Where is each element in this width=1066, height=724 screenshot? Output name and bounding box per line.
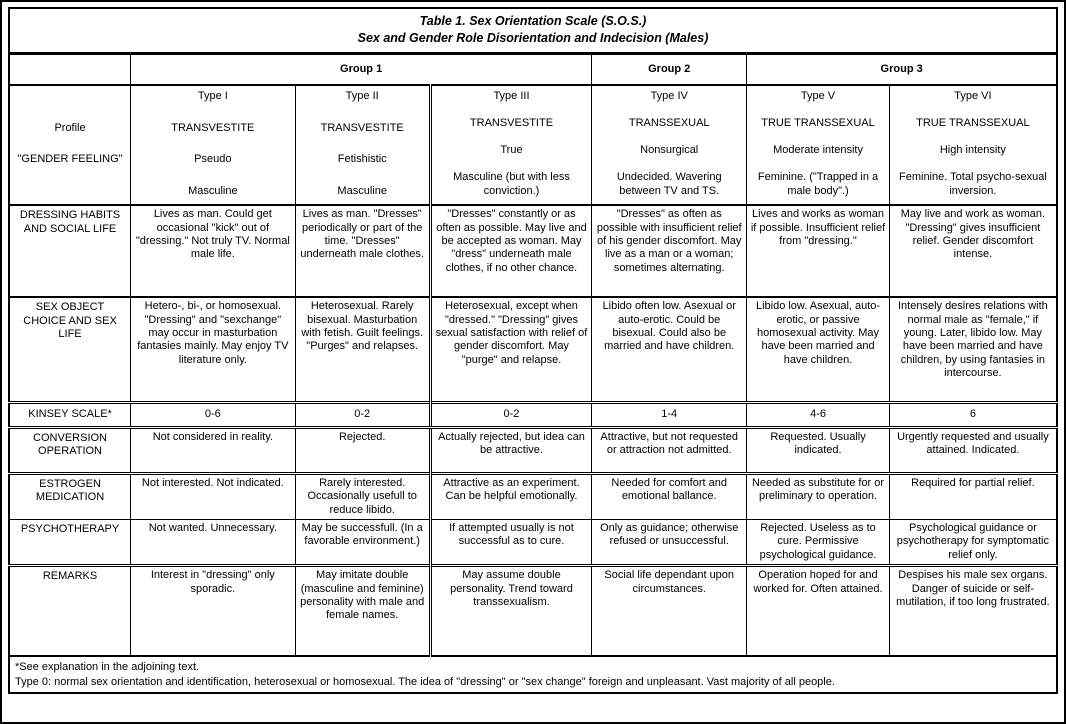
type-name: TRANSVESTITE: [469, 117, 554, 130]
cell: 4-6: [747, 402, 890, 427]
cell: Lives as man. Could get occasional "kick" out of "dressing." Not truly TV. Normal male life.: [131, 205, 296, 297]
row-remarks: [9, 566, 1057, 656]
type-subtype: Fetishistic: [337, 153, 387, 166]
type-name: TRUE TRANSSEXUAL: [916, 117, 1030, 130]
sos-table: [8, 7, 1058, 694]
table-subtitle: Sex and Gender Role Disorientation and Indecision (Males): [357, 30, 709, 45]
row-label: SEX OBJECT CHOICE AND SEX LIFE: [9, 297, 131, 402]
row-label: CONVERSION OPERATION: [9, 427, 131, 473]
type-label: Type II: [345, 90, 379, 103]
type-name: TRUE TRANSSEXUAL: [761, 117, 875, 130]
type-subtype: Nonsurgical: [640, 144, 699, 157]
type-5-profile-cell: [747, 85, 890, 205]
cell: Needed as substitute for or preliminary to operation.: [747, 473, 890, 519]
cell: Heterosexual. Rarely bisexual. Masturbation with fetish. Guilt feelings. "Purges" and relapses.: [295, 297, 430, 402]
row-label: DRESSING HABITS AND SOCIAL LIFE: [9, 205, 131, 297]
row-label: ESTROGEN MEDICATION: [9, 473, 131, 519]
type-label: Type VI: [954, 90, 992, 103]
type-6-profile-cell: [889, 85, 1057, 205]
row-dressing-habits: [9, 205, 1057, 297]
cell: 0-2: [295, 402, 430, 427]
type-subtype: High intensity: [939, 144, 1006, 157]
type-name: TRANSVESTITE: [320, 121, 404, 134]
cell: 6: [889, 402, 1057, 427]
type-feeling: Feminine. ("Trapped in a male body".): [757, 171, 879, 197]
type-feeling: Masculine (but with less conviction.): [453, 171, 570, 197]
row-psychotherapy: [9, 519, 1057, 565]
type-2-profile-cell: [295, 85, 430, 205]
cell: "Dresses" constantly or as often as possible. May live and be accepted as woman. May "dress" underneath male clothes, if no other chance.: [430, 205, 591, 297]
cell: Psychological guidance or psychotherapy for symptomatic relief only.: [889, 519, 1057, 565]
cell: Lives and works as woman if possible. Insufficient relief from "dressing.": [747, 205, 890, 297]
cell: Heterosexual, except when "dressed." "Dressing" gives sexual satisfaction with relief of gender discomfort. May "purge" and relapse.: [430, 297, 591, 402]
cell: Actually rejected, but idea can be attractive.: [430, 427, 591, 473]
type-subtype: True: [500, 144, 523, 157]
type-label: Type III: [493, 90, 530, 103]
type-name: TRANSSEXUAL: [628, 117, 710, 130]
cell: Libido low. Asexual, auto-erotic, or passive homosexual activity. May have been married and have children.: [747, 297, 890, 402]
cell: Libido often low. Asexual or auto-erotic. Could be bisexual. Could also be married and have children.: [592, 297, 747, 402]
type-label: Type IV: [650, 90, 688, 103]
row-label: PSYCHOTHERAPY: [9, 519, 131, 565]
table-title: Table 1. Sex Orientation Scale (S.O.S.): [419, 14, 647, 28]
cell: Required for partial relief.: [889, 473, 1057, 519]
group-2-header: Group 2: [592, 53, 747, 85]
profile-label-line1: Profile: [54, 122, 86, 135]
cell: "Dresses" as often as possible with insufficient relief of his gender discomfort. May live as a man or a woman; sometimes alternating.: [592, 205, 747, 297]
footnote-row: [9, 656, 1057, 694]
group-3-header: Group 3: [747, 53, 1057, 85]
cell: Not wanted. Unnecessary.: [131, 519, 296, 565]
cell: Rejected. Useless as to cure. Permissive psychological guidance.: [747, 519, 890, 565]
cell: 0-2: [430, 402, 591, 427]
title-row: [9, 8, 1057, 53]
profile-row: [9, 85, 1057, 205]
cell: Social life dependant upon circumstances.: [592, 566, 747, 656]
cell: 0-6: [131, 402, 296, 427]
footnote-2: Type 0: normal sex orientation and identification, heterosexual or homosexual. The idea of "dressing" or "sex change" foreign and unpleasant. Vast majority of all people.: [15, 675, 835, 688]
cell: Urgently requested and usually attained. Indicated.: [889, 427, 1057, 473]
footnote-1: *See explanation in the adjoining text.: [15, 660, 200, 673]
row-sex-object-choice: [9, 297, 1057, 402]
cell: Operation hoped for and worked for. Often attained.: [747, 566, 890, 656]
cell: Lives as man. "Dresses" periodically or part of the time. "Dresses" underneath male clothes.: [295, 205, 430, 297]
footnote-cell: [9, 656, 1057, 694]
row-estrogen-medication: [9, 473, 1057, 519]
type-label: Type I: [197, 90, 228, 103]
row-kinsey-scale: [9, 402, 1057, 427]
cell: Needed for comfort and emotional ballance.: [592, 473, 747, 519]
row-label: KINSEY SCALE*: [9, 402, 131, 427]
type-3-profile-cell: [430, 85, 591, 205]
corner-cell: [9, 53, 131, 85]
cell: 1-4: [592, 402, 747, 427]
type-1-profile-cell: [131, 85, 296, 205]
type-feeling: Masculine: [337, 184, 387, 197]
row-conversion-operation: [9, 427, 1057, 473]
cell: May assume double personality. Trend toward transsexualism.: [430, 566, 591, 656]
type-name: TRANSVESTITE: [171, 121, 255, 134]
cell: May live and work as woman. "Dressing" gives insufficient relief. Gender discomfort intense.: [889, 205, 1057, 297]
type-label: Type V: [800, 90, 836, 103]
group-header-row: [9, 53, 1057, 85]
title-cell: [9, 8, 1057, 53]
group-1-header: Group 1: [131, 53, 592, 85]
profile-label-line2: "GENDER FEELING": [17, 152, 123, 165]
type-subtype: Pseudo: [194, 153, 232, 166]
cell: Rarely interested. Occasionally usefull to reduce libido.: [295, 473, 430, 519]
type-feeling: Feminine. Total psycho-sexual inversion.: [899, 171, 1047, 197]
cell: Rejected.: [295, 427, 430, 473]
cell: May imitate double (masculine and feminine) personality with male and female names.: [295, 566, 430, 656]
cell: Hetero-, bi-, or homosexual. "Dressing" and "sexchange" may occur in masturbation fantasies mainly. May enjoy TV literature only.: [131, 297, 296, 402]
type-feeling: Undecided. Wavering between TV and TS.: [616, 171, 722, 197]
cell: May be successfull. (In a favorable environment.): [295, 519, 430, 565]
cell: Attractive as an experiment. Can be helpful emotionally.: [430, 473, 591, 519]
cell: Interest in "dressing" only sporadic.: [131, 566, 296, 656]
cell: Not considered in reality.: [131, 427, 296, 473]
cell: Requested. Usually indicated.: [747, 427, 890, 473]
cell: Intensely desires relations with normal male as "female," if young. Later, libido low. May have been married and have children, by using fantasies in intercourse.: [889, 297, 1057, 402]
row-label: REMARKS: [9, 566, 131, 656]
cell: Not interested. Not indicated.: [131, 473, 296, 519]
cell: Only as guidance; otherwise refused or unsuccessful.: [592, 519, 747, 565]
type-4-profile-cell: [592, 85, 747, 205]
type-feeling: Masculine: [188, 184, 238, 197]
cell: Attractive, but not requested or attraction not admitted.: [592, 427, 747, 473]
cell: Despises his male sex organs. Danger of suicide or self-mutilation, if too long frustrated.: [889, 566, 1057, 656]
type-subtype: Moderate intensity: [773, 144, 863, 157]
profile-row-label: [9, 85, 131, 205]
cell: If attempted usually is not successful as to cure.: [430, 519, 591, 565]
